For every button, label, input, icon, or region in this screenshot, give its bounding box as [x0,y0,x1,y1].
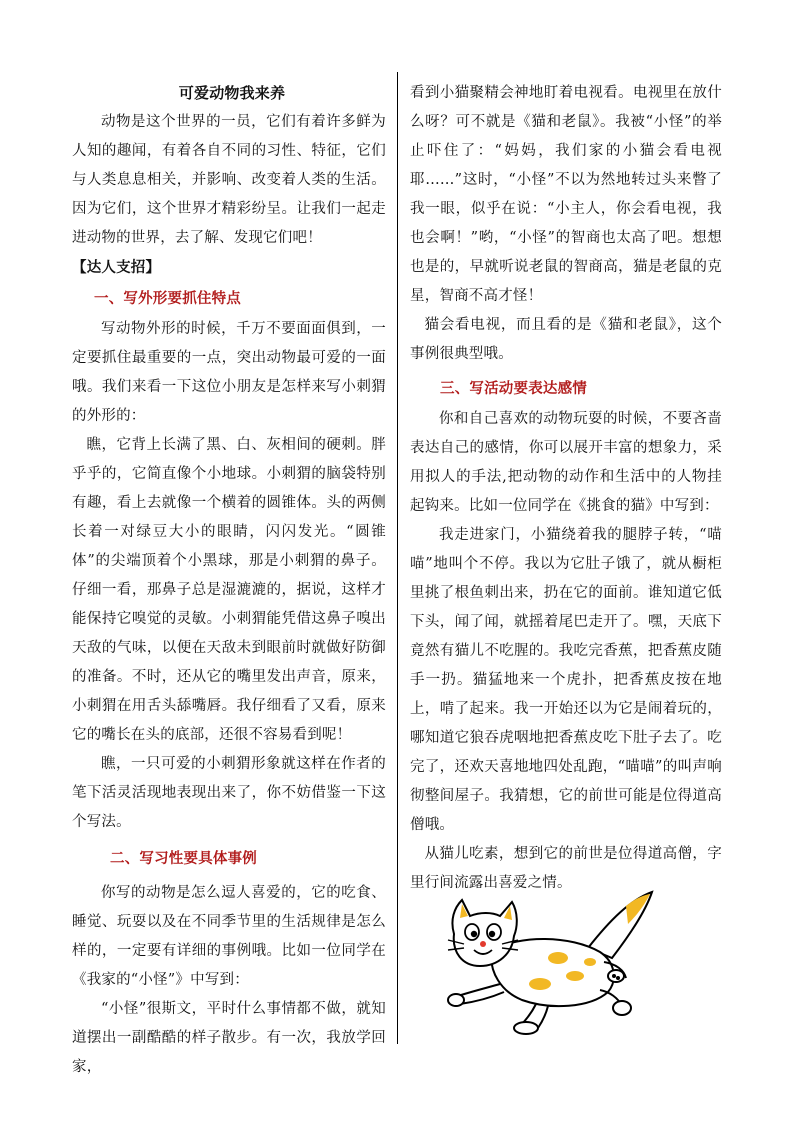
paragraph-hedgehog-comment: 瞧，一只可爱的小刺猬形象就这样在作者的笔下活灵活现地表现出来了，你不妨借鉴一下这个写法。 [72,756,386,830]
tips-label: 【达人支招】 [72,259,161,276]
paragraph-hedgehog-example: 瞧，它背上长满了黑、白、灰相间的硬刺。胖乎乎的，它简直像个小地球。小刺猬的脑袋特别有趣，看上去就像一个横着的圆锥体。头的两侧长着一对绿豆大小的眼睛，闪闪发光。“圆锥体”的尖端顶着个小黑球，那是小刺猬的鼻子。仔细一看，那鼻子总是湿漉漉的，据说，这样才能保持它嗅觉的灵敏。小刺猬能凭借这鼻子嗅出天敌的气味，以便在天敌未到眼前时就做好防御的准备。不时，还从它的嘴里发出声音，原来，小刺猬在用舌头舔嘴唇。我仔细看了又看，原来它的嘴长在头的底部，还很不容易看到呢！ [72,437,386,743]
paragraph-picky-cat-example: 我走进家门，小猫绕着我的腿脖子转，“喵喵”地叫个不停。我以为它肚子饿了，就从橱柜里挑了根鱼刺出来，扔在它的面前。谁知道它低下头，闻了闻，就摇着尾巴走开了。嘿，天底下竟然有猫儿不吃腥的。我吃完香蕉，把香蕉皮随手一扔。猫猛地来一个虎扑，把香蕉皮按在地上，啃了起来。我一开始还以为它是闹着玩的，哪知道它狼吞虎咽地把香蕉皮吃下肚子去了。吃完了，还欢天喜地地四处乱跑，“喵喵”的叫声响彻整间屋子。我猜想，它的前世可能是位得道高僧哦。 [410,527,722,833]
section-heading-activities: 三、写活动要表达感情 [440,380,587,397]
intro-paragraph: 动物是这个世界的一员，它们有着许多鲜为人知的趣闻，有着各自不同的习性、特征，它们与人类息息相关，并影响、改变着人类的生活。因为它们，这个世界才精彩纷呈。让我们一起走进动物的世界，去了解、发现它们吧！ [72,114,386,246]
section-heading-habits: 二、写习性要具体事例 [110,850,257,867]
paragraph-habits-advice: 你写的动物是怎么逗人喜爱的，它的吃食、睡觉、玩耍以及在不同季节里的生活规律是怎么样的，一定要有详细的事例哦。比如一位同学在《我家的“小怪”》中写到： [72,885,386,988]
paragraph-appearance-advice: 写动物外形的时候，千万不要面面俱到，一定要抓住最重要的一点，突出动物最可爱的一面哦。我们来看一下这位小朋友是怎样来写小刺猬的外形的： [72,321,386,424]
paragraph-xiaoguai-example-start: “小怪”很斯文，平时什么事情都不做，就知道摆出一副酷酷的样子散步。有一次，我放学回家， [72,1001,386,1075]
paragraph-picky-cat-comment: 从猫儿吃素，想到它的前世是位得道高僧，字里行间流露出喜爱之情。 [410,846,722,891]
right-column [410,79,722,898]
paragraph-xiaoguai-comment: 猫会看电视，而且看的是《猫和老鼠》，这个事例很典型哦。 [410,317,722,362]
page-title: 可爱动物我来养 [178,84,286,102]
paragraph-activities-advice: 你和自己喜欢的动物玩耍的时候，不要吝啬表达自己的感情，你可以展开丰富的想象力，采用拟人的手法,把动物的动作和生活中的人物挂起钩来。比如一位同学在《挑食的猫》中写到： [410,411,722,514]
paragraph-xiaoguai-example-cont: 看到小猫聚精会神地盯着电视看。电视里在放什么呀？可不就是《猫和老鼠》。我被“小怪”的举止吓住了：“妈妈，我们家的小猫会看电视耶……”这时，“小怪”不以为然地转过头来瞥了我一眼，似乎在说：“小主人，你会看电视，我也会啊！”哟，“小怪”的智商也太高了吧。想想也是的，早就听说老鼠的智商高，猫是老鼠的克星，智商不高才怪！ [410,85,722,304]
column-divider [397,72,398,1044]
cat-illustration [440,880,660,1040]
left-column [72,79,386,1082]
section-heading-appearance: 一、写外形要抓住特点 [94,290,241,307]
